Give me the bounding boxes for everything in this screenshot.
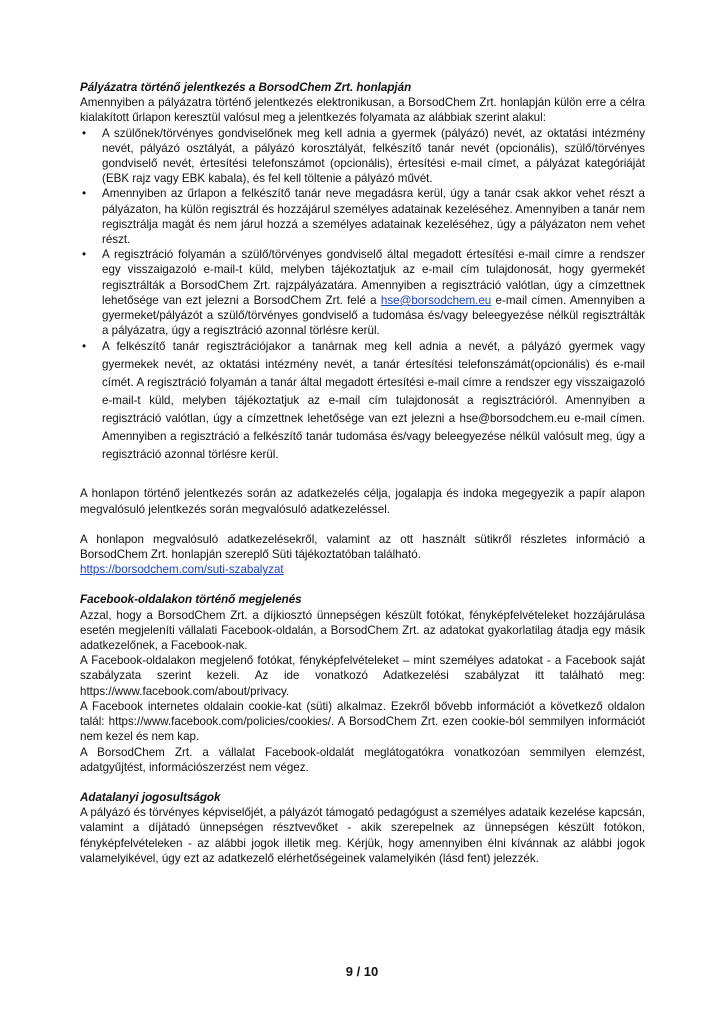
application-steps-list (80, 126, 645, 465)
list-item (80, 247, 645, 338)
bullet-icon: • (82, 126, 87, 140)
bullet-icon: • (82, 187, 87, 201)
page-number: 9 / 10 (345, 964, 379, 979)
facebook-paragraph: A Facebook-oldalakon megjelenő fotókat, fényképfelvételeket – mint személyes adatokat - a Facebook saját szabályzata szerint kezeli. Az ide vonatkozó Adatkezelési szabályzat itt található meg: https://www.facebook.com/about/privacy. (80, 654, 645, 698)
list-item-text-before-link: A regisztráció folyamán a szülő/törvényes gondviselő által megadott értesítési e-mail címre a rendszer egy visszaigazoló e-mail-t küld, melyben tájékoztatjuk az e-mail cím tulajdonosát, hogy gyermekét regisztrálták a BorsodChem Zrt. rajzpályázatára. Amennyiben a regisztráció valótlan, úgy a címzettnek lehetősége van ezt jelezni a BorsodChem Zrt. felé a (102, 248, 645, 307)
spacer (80, 464, 645, 486)
section-heading-data-subject-rights: Adatalanyi jogosultságok (80, 790, 221, 804)
purpose-paragraph: A honlapon történő jelentkezés során az adatkezelés célja, jogalapja és indoka megegyezik a papír alapon megvalósuló jelentkezés során megvalósuló adatkezeléssel. (80, 487, 645, 516)
section-heading-facebook: Facebook-oldalakon történő megjelenés (80, 593, 302, 607)
list-item-text: A felkészítő tanár regisztrációjakor a tanárnak meg kell adnia a nevét, a pályázó gyermek vagy gyermekek nevét, az oktatási intézmény nevét, a tanár értesítési telefonszámát(opcionális) és e-mail címét. A regisztráció folyamán a tanár által megadott értesítési e-mail címre a rendszer egy visszaigazoló e-mail-t küld, melyben tájékoztatjuk az e-mail cím tulajdonosát a regisztrációról. Amennyiben a regisztráció valótlan, úgy a címzettnek lehetősége van ezt jelezni a hse@borsodchem.eu e-mail címen. Amennyiben a regisztráció a felkészítő tanár tudomása és/vagy beleegyezése nélkül valósult meg, úgy a regisztráció azonnal törlésre kerül. (102, 340, 645, 462)
bullet-icon: • (82, 340, 87, 354)
hse-email-link[interactable]: hse@borsodchem.eu (380, 293, 492, 307)
list-item-text: Amennyiben az űrlapon a felkészítő tanár neve megadásra kerül, úgy a tanár csak akkor vehet részt a pályázaton, ha külön regisztrál és hozzájárul személyes adatainak kezeléséhez. Amennyiben a tanár nem regisztrálja magát és nem járul hozzá a személyes adatainak kezeléséhez, úgy a pályázaton nem vehet részt. (102, 187, 645, 247)
spacer (80, 577, 645, 592)
facebook-paragraph: A BorsodChem Zrt. a vállalat Facebook-oldalát meglátogatókra vonatkozóan semmilyen elemzést, adatgyűjtést, információszerzést nem végez. (80, 745, 645, 774)
facebook-paragraph: A Facebook internetes oldalain cookie-kat (süti) alkalmaz. Ezekről bővebb információt a következő oldalon talál: https://www.facebook.com/policies/cookies/. A BorsodChem Zrt. ezen cookie-ból semmilyen információt nem kezel és nem kap. (80, 699, 645, 744)
section-intro-paragraph: Amennyiben a pályázatra történő jelentkezés elektronikusan, a BorsodChem Zrt. honlapján külön erre a célra kialakított űrlapon keresztül valósul meg a jelentkezés folyamata az alábbiak szerint alakul: (80, 96, 645, 125)
bullet-icon: • (82, 248, 87, 262)
data-subject-rights-paragraph: A pályázó és törvényes képviselőjét, a pályázót támogató pedagógust a személyes adataik kezelése kapcsán, valamint a díjátadó ünnepségen résztvevőket - akik szerepelnek az ünnepségen készült fotókon, fényképfelvételeken - az alábbi jogok illetik meg. Kérjük, hogy amennyiben élni kívánnak az alábbi jogok valamelyikével, úgy ezt az adatkezelő elérhetőségeinek valamelyikén (lásd fent) jelezzék. (80, 806, 645, 865)
list-item-text-after-link: e-mail címen. Amennyiben a gyermeket/pályázót a szülő/törvényes gondviselő a tudomása és/vagy beleegyezése nélkül regisztrálták a pályázatra, úgy a regisztráció azonnal törlésre kerül. (102, 293, 645, 338)
document-page (80, 80, 645, 866)
cookie-info-paragraph: A honlapon megvalósuló adatkezelésekről, valamint az ott használt sütikről részletes információ a BorsodChem Zrt. honlapján szereplő Süti tájékoztatóban található. (80, 532, 645, 562)
facebook-paragraph: Azzal, hogy a BorsodChem Zrt. a díjkiosztó ünnepségen készült fotókat, fényképfelvételeket hozzájárulása esetén megjeleníti vállalati Facebook-oldalán, a BorsodChem Zrt. az adatokat gyakorlatilag átadja egy másik adatkezelőnek, a Facebook-nak. (80, 608, 645, 653)
spacer (80, 775, 645, 790)
cookie-policy-link[interactable]: https://borsodchem.com/suti-szabalyzat (80, 563, 284, 577)
section-heading-online-application: Pályázatra történő jelentkezés a BorsodChem Zrt. honlapján (80, 81, 412, 94)
list-item (80, 186, 645, 247)
list-item (80, 338, 645, 464)
list-item-text: A szülőnek/törvényes gondviselőnek meg kell adnia a gyermek (pályázó) nevét, az oktatási intézmény nevét, pályázó osztályát, a pályázó korosztályát, felkészítő tanár nevét (opcionális), szülő/törvényes gondviselő nevét, értesítési telefonszámot (opcionális), értesítési e-mail címet, a pályázat kategóriáját (EBK rajz vagy EBK kabala), és fel kell töltenie a pályázó művét. (102, 126, 645, 186)
spacer (80, 517, 645, 532)
list-item (80, 126, 645, 187)
